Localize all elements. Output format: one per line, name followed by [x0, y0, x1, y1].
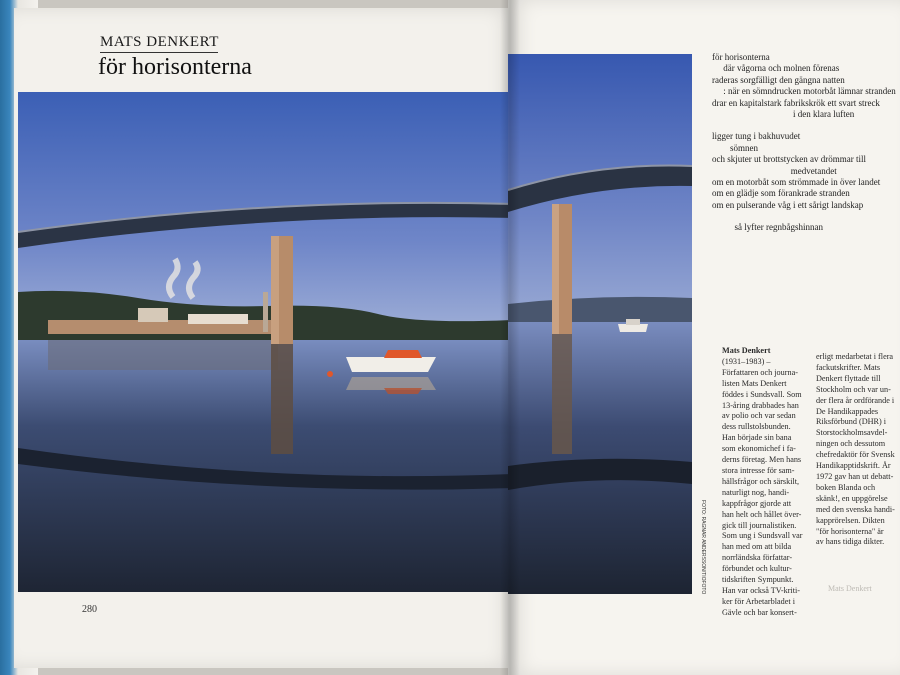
poem-line: ligger tung i bakhuvudet: [712, 131, 801, 142]
bio-line: av polio och var sedan: [722, 411, 796, 421]
bio-line: Denkert flyttade till: [816, 373, 881, 383]
poem-line: raderas sorgfälligt den gängna natten: [712, 74, 845, 85]
bio-line: 1972 gav han ut debatt-: [816, 471, 894, 481]
bio-line: med den svenska handi-: [816, 504, 895, 514]
bio-line: stora intresse för sam-: [722, 465, 795, 475]
bio-line: han helt och hållet över-: [722, 509, 802, 519]
bridge-photo-left: [18, 92, 512, 592]
poem-line: om en glädje som förankrade stranden: [712, 188, 850, 199]
bio-line: naturligt nog, handi-: [722, 487, 790, 497]
author-heading: MATS DENKERT: [100, 34, 219, 50]
bio-line: kapprörelsen. Dikten: [816, 515, 885, 525]
bio-line: Riksförbund (DHR) i: [816, 417, 887, 427]
bio-line: kappfrågor gjorde att: [722, 498, 792, 508]
bio-line: hällsfrågor och särskilt,: [722, 476, 800, 486]
bio-line: tidskriften Sympunkt.: [722, 575, 794, 585]
poem-text: [712, 52, 897, 234]
poem-line: sömnen: [712, 142, 758, 153]
bio-line: chefredaktör för Svensk: [816, 450, 895, 460]
bio-column-2: [816, 352, 900, 548]
bio-line: Han började sin bana: [722, 433, 792, 443]
photo-credit-text: FOTO: RAGNAR ANDERSSON/TIOFOTO: [700, 500, 706, 595]
bio-line: skänk!, en uppgörelse: [816, 493, 888, 503]
bio-line: "för horisonterna" är: [816, 526, 884, 536]
bio-line: Han var också TV-kriti-: [722, 585, 800, 595]
bio-line: 13-åring drabbades han: [722, 400, 799, 410]
poem-line: där vågorna och molnen förenas: [712, 63, 840, 74]
bio-line: ker för Arbetarbladet i: [722, 596, 795, 606]
bio-line: som ekonomichef i fa-: [722, 444, 796, 454]
bio-line: av hans tidiga dikter.: [816, 537, 885, 547]
author-underline: [100, 52, 218, 53]
poem-stanza-gap: [712, 120, 897, 131]
bio-line: erligt medarbetat i flera: [816, 352, 894, 361]
bio-line: Handikapptidskrift. År: [816, 461, 891, 471]
bio-line: norrländska författar-: [722, 553, 793, 563]
photo-credit: [696, 500, 708, 594]
bio-line: Som ung i Sundsvall var: [722, 531, 803, 541]
bio-line: Stockholm och var un-: [816, 384, 891, 394]
bio-line: fackutskrifter. Mats: [816, 362, 881, 372]
bio-line: förbundet och kultur-: [722, 564, 792, 574]
bridge-photo-left-illustration: [18, 92, 512, 592]
bio-line: ningen och dessutom: [816, 439, 886, 449]
poem-title: för horisonterna: [98, 54, 252, 80]
bio-line: derns företag. Men hans: [722, 455, 802, 465]
bio-line: der flera år ordförande i: [816, 395, 895, 405]
poem-stanza-gap: [712, 211, 897, 222]
poem-line: drar en kapitalstark fabrikskrök ett svart streck: [712, 97, 880, 108]
bio-line: dess rullstolsbunden.: [722, 422, 791, 432]
bio-line: han med om att bilda: [722, 542, 792, 552]
bio-line: (1931–1983) –: [722, 356, 771, 366]
bio-line: De Handikappades: [816, 406, 879, 416]
bio-line: Storstockholmsavdel-: [816, 428, 888, 438]
poem-line: för horisonterna: [712, 52, 770, 62]
poem-line: i den klara luften: [712, 109, 855, 120]
bridge-photo-right: [508, 54, 692, 594]
poem-line: om en pulserande våg i ett sårigt landskap: [712, 199, 864, 210]
bridge-photo-right-illustration: [508, 54, 692, 594]
page-number: 280: [82, 604, 97, 615]
poem-line: om en motorbåt som strömmade in över landet: [712, 177, 881, 188]
spine-shadow: [500, 0, 520, 675]
faint-text: Mats Denkert: [828, 584, 872, 593]
bio-line: listen Mats Denkert: [722, 378, 787, 388]
bio-line: Författaren och journa-: [722, 367, 798, 377]
bio-line: boken Blanda och: [816, 482, 876, 492]
poem-line: så lyfter regnbågshinnan: [712, 222, 823, 233]
poem-line: medvetandet: [712, 165, 837, 176]
bio-line: föddes i Sundsvall. Som: [722, 389, 802, 399]
poem-line: : när en sömndrucken motorbåt lämnar stranden: [712, 86, 896, 97]
poem-line: och skjuter ut brottstycken av drömmar till: [712, 154, 866, 165]
bio-line: gick till journalistiken.: [722, 520, 797, 530]
bio-name: Mats Denkert: [722, 346, 771, 355]
bio-column-1: [722, 346, 812, 619]
bio-line: Gävle och bar konsert-: [722, 607, 797, 617]
